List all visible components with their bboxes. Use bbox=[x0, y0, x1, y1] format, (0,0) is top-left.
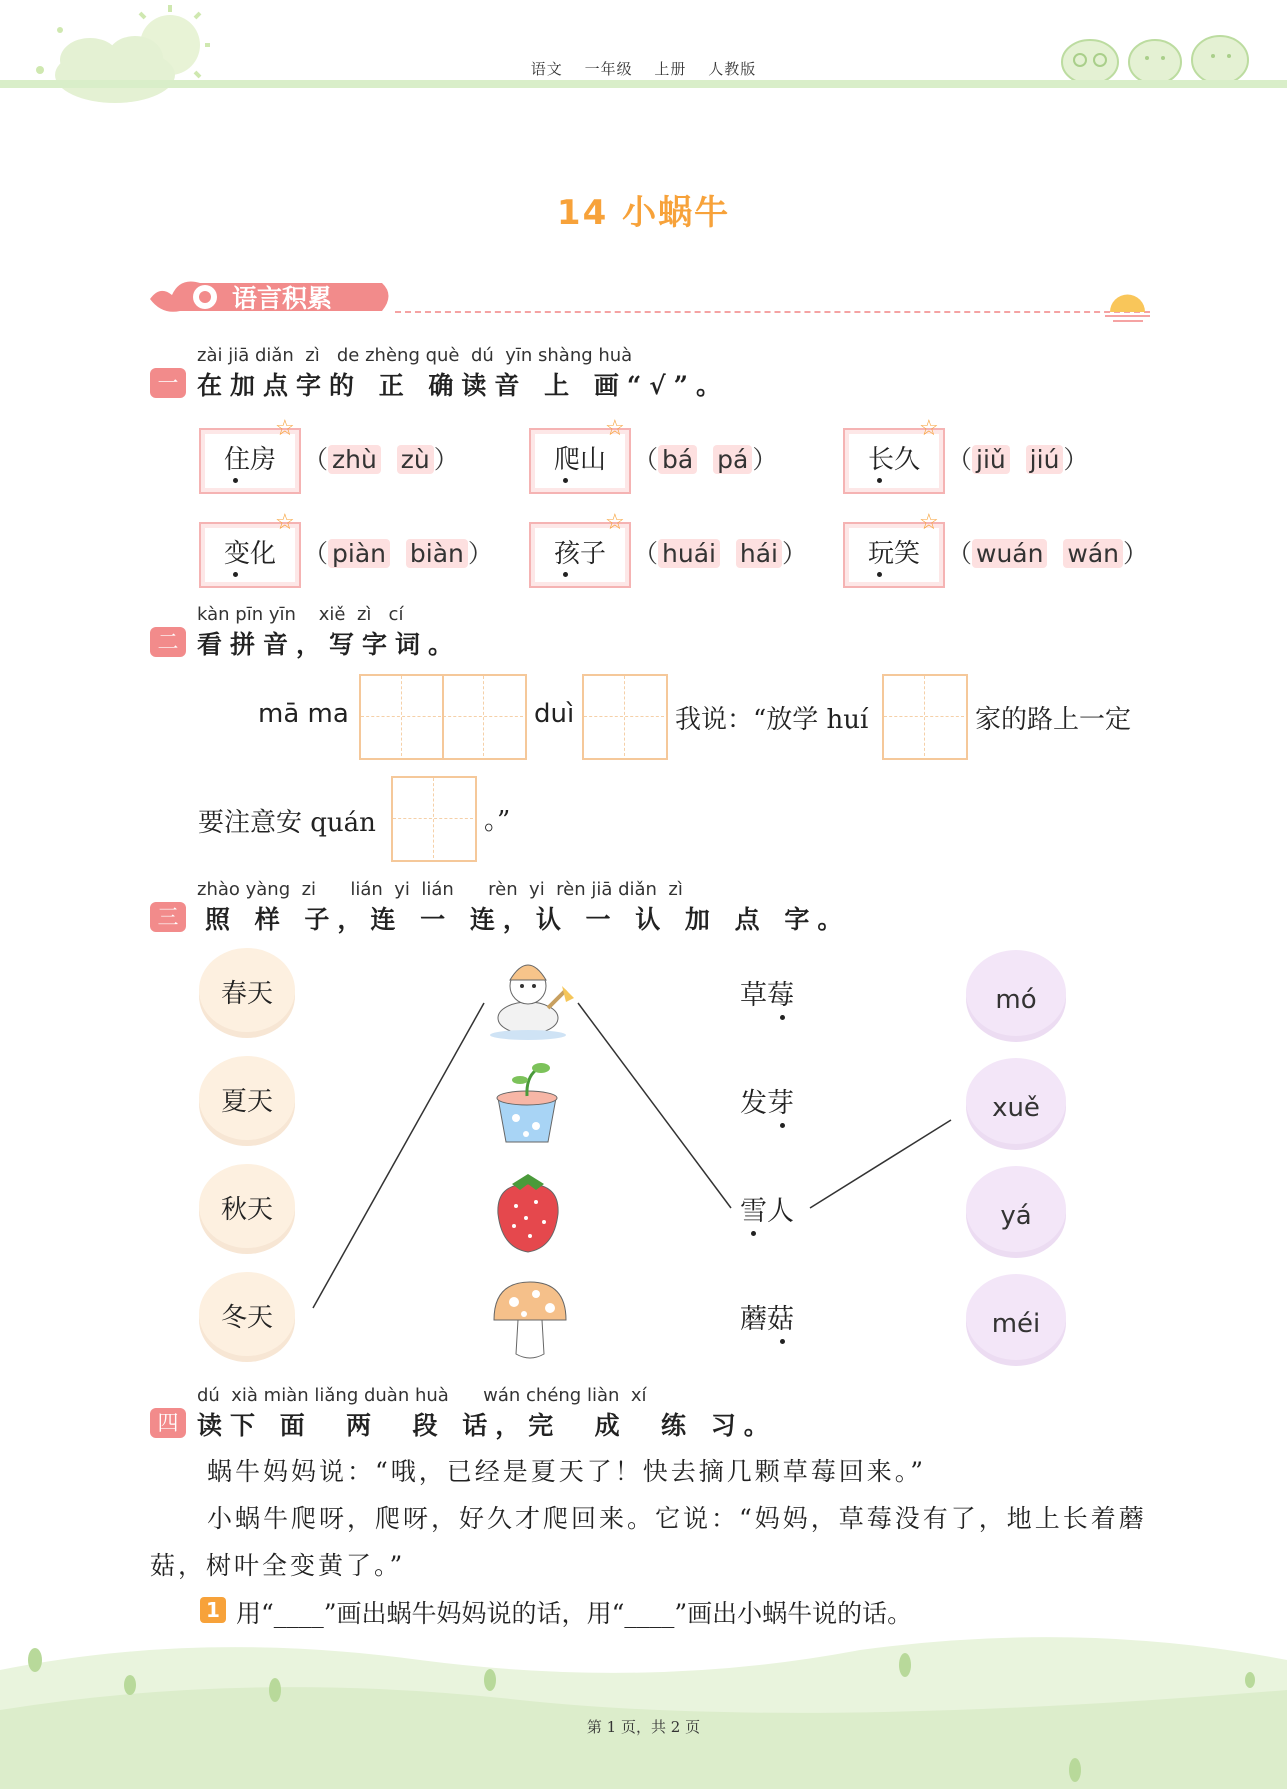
q2-pinyin: kàn pīn yīn xiě zì cí bbox=[197, 604, 404, 625]
q1-option-1[interactable]: huái bbox=[658, 539, 720, 568]
q3-word[interactable]: 雪人 bbox=[740, 1196, 794, 1227]
star-icon: ☆ bbox=[605, 416, 625, 441]
header-edition: 人教版 bbox=[708, 60, 757, 78]
paren-left: （ bbox=[947, 539, 973, 568]
q2-instruction: 看拼音，写字词。 bbox=[197, 630, 462, 659]
header-subject: 语文 bbox=[530, 60, 563, 78]
q1-option-2[interactable]: wán bbox=[1063, 539, 1123, 568]
paren-left: （ bbox=[947, 445, 973, 474]
season-card[interactable]: 冬天 bbox=[199, 1272, 295, 1356]
season-card[interactable]: 夏天 bbox=[199, 1056, 295, 1140]
star-icon: ☆ bbox=[275, 416, 295, 441]
q1-option-2[interactable]: zù bbox=[397, 445, 434, 474]
header-grade: 一年级 bbox=[584, 60, 633, 78]
q4-paragraph-2b: 菇，树叶全变黄了。” bbox=[150, 1551, 406, 1580]
q2-sentence-part1: 我说：“放学 huí bbox=[675, 705, 869, 735]
q4-badge: 四 bbox=[150, 1408, 186, 1438]
q4-instruction: 读下 面 两 段 话，完 成 练 习。 bbox=[197, 1411, 777, 1440]
season-card[interactable]: 秋天 bbox=[199, 1164, 295, 1248]
q1-option-2[interactable]: hái bbox=[736, 539, 782, 568]
line-winter-snowman bbox=[313, 1003, 484, 1308]
paren-right: ） bbox=[1063, 445, 1089, 474]
q2-badge: 二 bbox=[150, 627, 186, 657]
q1-option-2[interactable]: biàn bbox=[406, 539, 468, 568]
pinyin-bubble[interactable]: yá bbox=[966, 1166, 1066, 1252]
grass-hills-decoration bbox=[0, 1630, 1287, 1789]
lesson-title: 14 小蜗牛 bbox=[556, 193, 731, 233]
q1-instruction: 在加点字的 正 确读音 上 画“√”。 bbox=[197, 371, 730, 400]
q1-word: 长久 bbox=[867, 445, 920, 475]
q4-sub1-text: 用“____”画出蜗牛妈妈说的话，用“____”画出小蜗牛说的话。 bbox=[236, 1599, 913, 1628]
q1-word: 爬山 bbox=[553, 445, 606, 475]
pinyin-bubble[interactable]: mó bbox=[966, 950, 1066, 1036]
star-icon: ☆ bbox=[919, 416, 939, 441]
line-snowman-xueren bbox=[578, 1003, 731, 1208]
q1-badge: 一 bbox=[150, 368, 186, 398]
q3-word[interactable]: 草莓 bbox=[740, 980, 794, 1011]
q1-option-2[interactable]: jiú bbox=[1026, 445, 1064, 474]
q4-paragraph-1: 蜗牛妈妈说：“哦，已经是夏天了！快去摘几颗草莓回来。” bbox=[207, 1457, 927, 1486]
paren-left: （ bbox=[303, 445, 329, 474]
q3-badge: 三 bbox=[150, 902, 186, 932]
star-icon: ☆ bbox=[919, 510, 939, 535]
q2-sentence-part2: 家的路上一定 bbox=[975, 705, 1132, 735]
paren-right: ） bbox=[433, 445, 459, 474]
season-card[interactable]: 春天 bbox=[199, 948, 295, 1032]
paren-right: ） bbox=[752, 445, 778, 474]
paren-left: （ bbox=[303, 539, 329, 568]
q1-pinyin: zài jiā diǎn zì de zhèng què dú yīn shàng huà bbox=[197, 345, 633, 366]
paren-left: （ bbox=[633, 539, 659, 568]
pinyin-bubble[interactable]: xuě bbox=[966, 1058, 1066, 1144]
header-volume: 上册 bbox=[654, 60, 687, 78]
page-footer: 第 1 页，共 2 页 bbox=[586, 1718, 701, 1736]
q1-option-1[interactable]: wuán bbox=[972, 539, 1047, 568]
q3-instruction: 照 样 子，连 一 连，认 一 认 加 点 字。 bbox=[205, 905, 851, 934]
q4-paragraph-2a: 小蜗牛爬呀，爬呀，好久才爬回来。它说：“妈妈，草莓没有了，地上长着蘑 bbox=[207, 1504, 1147, 1533]
q1-option-1[interactable]: bá bbox=[658, 445, 697, 474]
q4-pinyin: dú xià miàn liǎng duàn huà wán chéng liàn xí bbox=[197, 1385, 647, 1406]
line-xueren-xue bbox=[810, 1120, 951, 1208]
q1-option-1[interactable]: jiǔ bbox=[972, 445, 1010, 474]
q2-sentence-end: 。” bbox=[484, 806, 511, 836]
q1-option-2[interactable]: pá bbox=[713, 445, 752, 474]
q3-word[interactable]: 蘑菇 bbox=[740, 1304, 794, 1335]
paren-right: ） bbox=[1123, 539, 1149, 568]
q3-word[interactable]: 发芽 bbox=[740, 1088, 794, 1119]
star-icon: ☆ bbox=[275, 510, 295, 535]
q1-word: 住房 bbox=[223, 445, 276, 475]
paren-right: ） bbox=[782, 539, 808, 568]
q2-pinyin-mama: mā ma bbox=[258, 699, 349, 729]
paren-right: ） bbox=[467, 539, 493, 568]
q2-pinyin-dui: duì bbox=[534, 699, 575, 729]
q2-sentence-part3: 要注意安 quán bbox=[198, 808, 376, 838]
q1-word: 玩笑 bbox=[867, 539, 920, 569]
q1-word: 孩子 bbox=[553, 539, 606, 569]
pinyin-bubble[interactable]: méi bbox=[966, 1274, 1066, 1360]
q1-option-1[interactable]: zhù bbox=[328, 445, 381, 474]
section-banner-label: 语言积累 bbox=[232, 284, 333, 313]
q1-word: 变化 bbox=[223, 539, 276, 569]
q3-pinyin: zhào yàng zi lián yi lián rèn yi rèn jiā diǎn zì bbox=[197, 879, 683, 900]
star-icon: ☆ bbox=[605, 510, 625, 535]
paren-left: （ bbox=[633, 445, 659, 474]
q1-option-1[interactable]: piàn bbox=[328, 539, 390, 568]
q4-sub1-badge: 1 bbox=[200, 1597, 226, 1623]
